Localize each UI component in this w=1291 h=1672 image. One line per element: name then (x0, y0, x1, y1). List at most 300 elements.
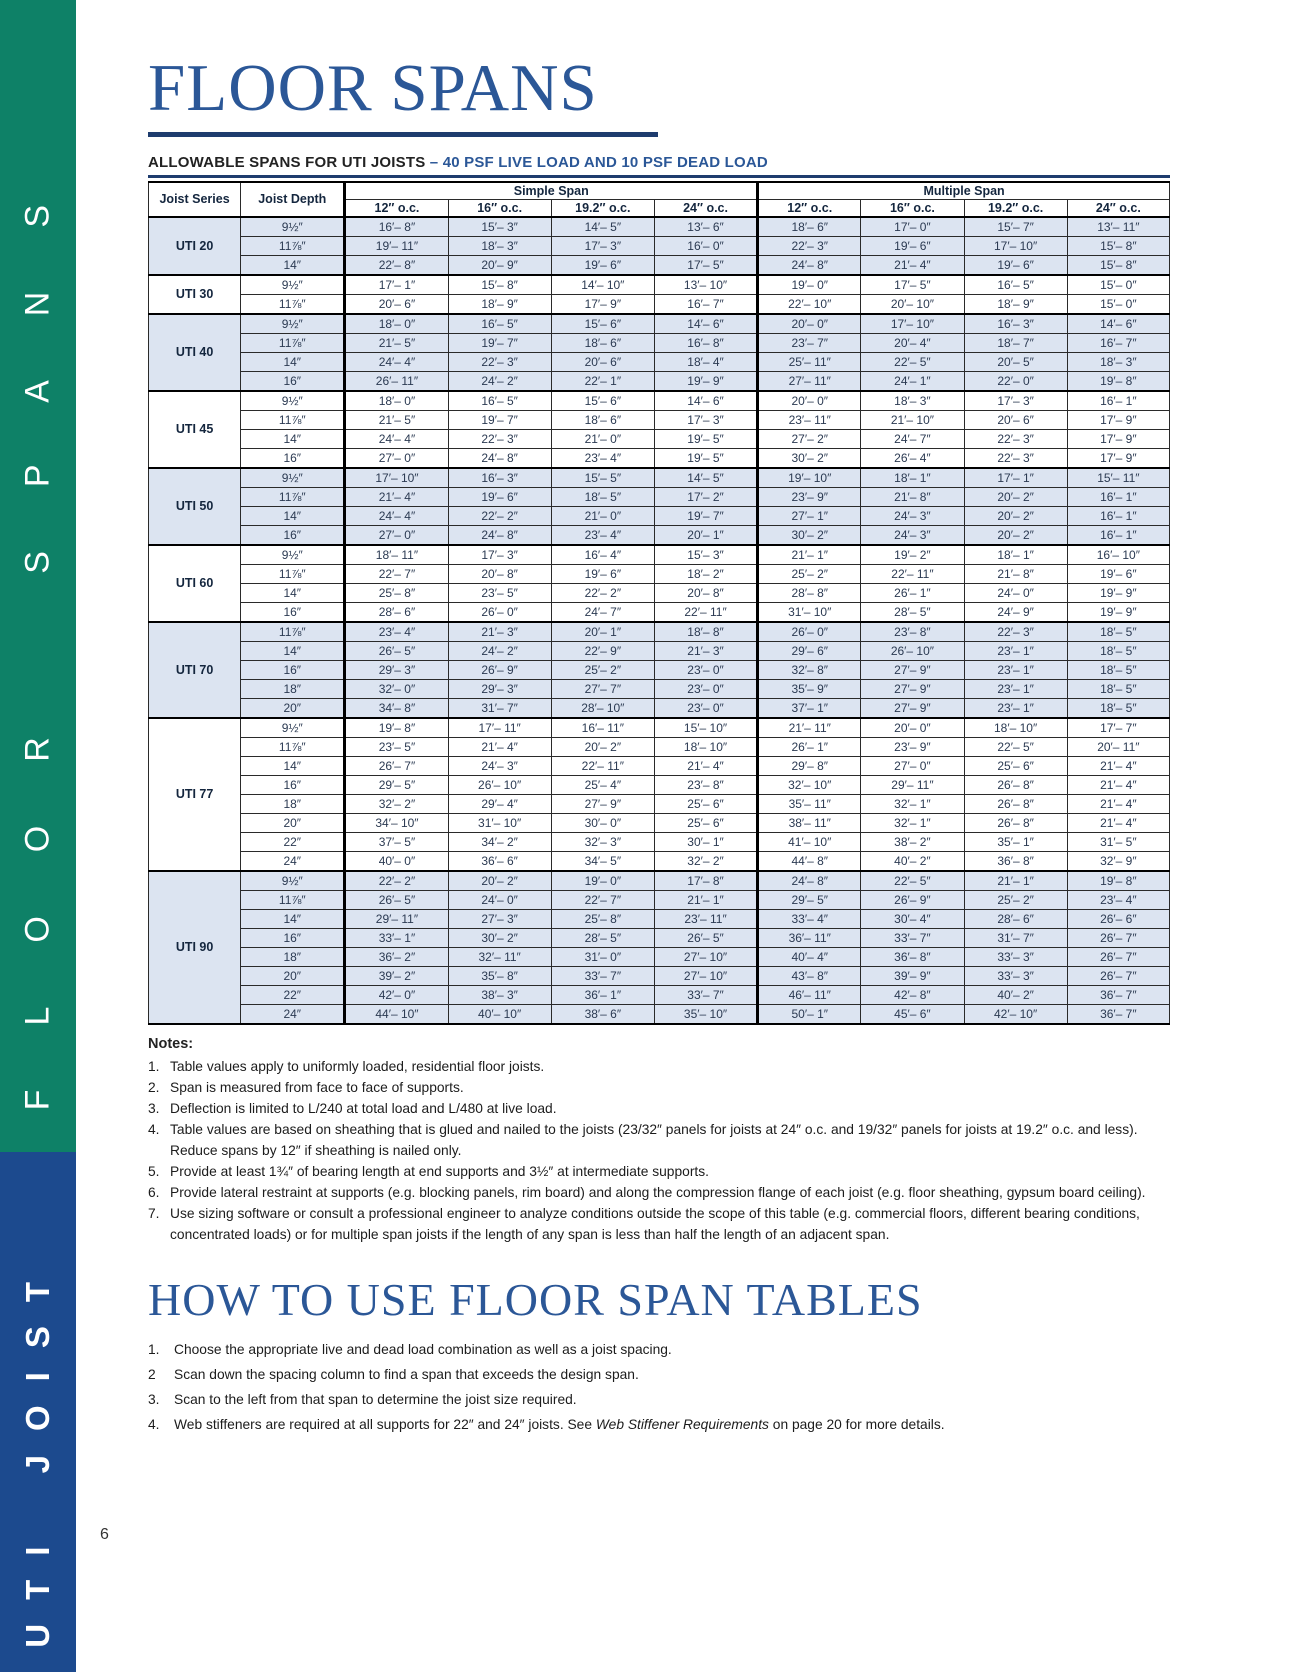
joist-depth-value: 24″ (241, 851, 345, 871)
span-value: 36′– 7″ (1067, 985, 1169, 1004)
span-value: 17′– 9″ (1067, 448, 1169, 468)
span-value: 17′– 10″ (861, 314, 964, 334)
notes-section (148, 1036, 1188, 1245)
span-value: 20′– 2″ (448, 871, 551, 891)
span-value: 36′– 7″ (1067, 1004, 1169, 1024)
span-value: 22′– 5″ (861, 871, 964, 891)
joist-depth-value: 16″ (241, 602, 345, 622)
span-value: 16′– 11″ (551, 718, 654, 738)
span-value: 30′– 2″ (758, 448, 861, 468)
col-header-spacing: 12″ o.c. (345, 199, 448, 217)
span-value: 25′– 8″ (345, 583, 448, 602)
italic-reference: Web Stiffener Requirements (595, 1417, 769, 1433)
joist-depth-value: 16″ (241, 775, 345, 794)
span-value: 26′– 4″ (861, 448, 964, 468)
span-value: 24′– 3″ (861, 506, 964, 525)
span-value: 20′– 2″ (964, 487, 1067, 506)
span-value: 18′– 10″ (964, 718, 1067, 738)
span-value: 14′– 10″ (551, 275, 654, 295)
span-value: 24′– 0″ (964, 583, 1067, 602)
span-value: 22′– 3″ (964, 622, 1067, 642)
span-value: 28′– 8″ (758, 583, 861, 602)
table-row (149, 756, 1170, 775)
span-value: 26′– 7″ (345, 756, 448, 775)
joist-depth-value: 9½″ (241, 391, 345, 411)
span-value: 19′– 6″ (964, 255, 1067, 275)
span-value: 40′– 0″ (345, 851, 448, 871)
table-caption-load-values: – 40 PSF LIVE LOAD AND 10 PSF DEAD LOAD (429, 153, 768, 171)
span-value: 26′– 7″ (1067, 947, 1169, 966)
table-caption (148, 154, 1180, 171)
span-value: 16′– 0″ (654, 236, 757, 255)
span-value: 21′– 1″ (654, 890, 757, 909)
span-value: 45′– 6″ (861, 1004, 964, 1024)
span-value: 20′– 6″ (551, 352, 654, 371)
span-value: 19′– 0″ (551, 871, 654, 891)
span-value: 17′– 5″ (654, 255, 757, 275)
span-value: 18′– 0″ (345, 391, 448, 411)
span-value: 21′– 4″ (1067, 756, 1169, 775)
joist-series-label: UTI 20 (149, 217, 241, 275)
span-value: 38′– 11″ (758, 813, 861, 832)
span-value: 30′– 1″ (654, 832, 757, 851)
caption-rule (148, 175, 1170, 178)
span-value: 18′– 8″ (654, 622, 757, 642)
span-value: 16′– 8″ (654, 333, 757, 352)
list-item-number: 5. (148, 1163, 160, 1179)
table-row (149, 909, 1170, 928)
span-value: 18′– 6″ (758, 217, 861, 237)
joist-depth-value: 22″ (241, 832, 345, 851)
page-title: FLOOR SPANS (148, 51, 598, 125)
span-value: 20′– 9″ (448, 255, 551, 275)
span-value: 31′– 0″ (551, 947, 654, 966)
span-value: 50′– 1″ (758, 1004, 861, 1024)
joist-depth-value: 9½″ (241, 468, 345, 488)
span-value: 19′– 7″ (448, 410, 551, 429)
list-item-number: 3. (148, 1100, 160, 1116)
span-value: 14′– 5″ (654, 468, 757, 488)
span-value: 22′– 0″ (964, 371, 1067, 391)
joist-depth-value: 20″ (241, 813, 345, 832)
joist-depth-value: 18″ (241, 679, 345, 698)
span-value: 26′– 10″ (861, 641, 964, 660)
table-row (149, 966, 1170, 985)
span-value: 22′– 9″ (551, 641, 654, 660)
span-value: 26′– 1″ (758, 737, 861, 756)
joist-depth-value: 11⅞″ (241, 236, 345, 255)
span-value: 22′– 2″ (448, 506, 551, 525)
span-value: 17′– 3″ (654, 410, 757, 429)
span-value: 24′– 8″ (448, 448, 551, 468)
span-value: 19′– 7″ (654, 506, 757, 525)
col-header-spacing: 16″ o.c. (448, 199, 551, 217)
span-value: 19′– 8″ (345, 718, 448, 738)
span-value: 27′– 9″ (551, 794, 654, 813)
note-item (148, 1056, 1188, 1077)
joist-series-label: UTI 30 (149, 275, 241, 314)
span-value: 17′– 2″ (654, 487, 757, 506)
span-value: 21′– 4″ (448, 737, 551, 756)
table-row (149, 679, 1170, 698)
col-group-multiple-span: Multiple Span (758, 182, 1170, 200)
span-value: 22′– 5″ (861, 352, 964, 371)
span-value: 24′– 2″ (448, 641, 551, 660)
span-value: 20′– 0″ (861, 718, 964, 738)
span-value: 26′– 0″ (758, 622, 861, 642)
span-value: 16′– 3″ (964, 314, 1067, 334)
joist-depth-value: 11⅞″ (241, 564, 345, 583)
span-value: 28′– 6″ (345, 602, 448, 622)
span-value: 23′– 8″ (861, 622, 964, 642)
joist-depth-value: 24″ (241, 1004, 345, 1024)
span-value: 15′– 8″ (448, 275, 551, 295)
span-value: 23′– 5″ (448, 583, 551, 602)
note-item (148, 1119, 1188, 1161)
span-value: 22′– 3″ (964, 448, 1067, 468)
span-value: 21′– 1″ (964, 871, 1067, 891)
span-value: 18′– 6″ (551, 410, 654, 429)
span-value: 29′– 8″ (758, 756, 861, 775)
joist-depth-value: 16″ (241, 525, 345, 545)
span-value: 27′– 7″ (551, 679, 654, 698)
span-value: 25′– 6″ (654, 794, 757, 813)
col-header-joist-depth: Joist Depth (241, 182, 345, 217)
span-value: 14′– 6″ (1067, 314, 1169, 334)
table-row (149, 410, 1170, 429)
span-value: 24′– 4″ (345, 429, 448, 448)
table-row (149, 871, 1170, 891)
span-value: 37′– 1″ (758, 698, 861, 718)
span-value: 14′– 6″ (654, 391, 757, 411)
joist-depth-value: 11⅞″ (241, 890, 345, 909)
span-value: 26′– 9″ (861, 890, 964, 909)
span-value: 46′– 11″ (758, 985, 861, 1004)
span-value: 20′– 0″ (758, 391, 861, 411)
span-value: 36′– 8″ (964, 851, 1067, 871)
span-value: 15′– 3″ (654, 545, 757, 565)
title-rule (148, 132, 658, 137)
col-header-spacing: 24″ o.c. (654, 199, 757, 217)
span-value: 16′– 1″ (1067, 487, 1169, 506)
list-item-number: 1. (148, 1342, 160, 1358)
span-value: 44′– 8″ (758, 851, 861, 871)
span-value: 25′– 8″ (551, 909, 654, 928)
span-value: 32′– 2″ (654, 851, 757, 871)
span-value: 24′– 9″ (964, 602, 1067, 622)
span-value: 18′– 7″ (964, 333, 1067, 352)
joist-depth-value: 9½″ (241, 545, 345, 565)
joist-series-label: UTI 40 (149, 314, 241, 391)
span-value: 31′– 7″ (448, 698, 551, 718)
span-value: 24′– 7″ (861, 429, 964, 448)
table-row (149, 255, 1170, 275)
span-value: 13′– 10″ (654, 275, 757, 295)
table-row (149, 371, 1170, 391)
span-value: 16′– 7″ (654, 294, 757, 314)
notes-list (148, 1056, 1188, 1245)
span-value: 27′– 10″ (654, 947, 757, 966)
span-value: 26′– 8″ (964, 775, 1067, 794)
list-item-number: 3. (148, 1392, 160, 1408)
span-value: 22′– 5″ (964, 737, 1067, 756)
col-header-spacing: 16″ o.c. (861, 199, 964, 217)
span-value: 18′– 5″ (1067, 641, 1169, 660)
span-value: 27′– 10″ (654, 966, 757, 985)
span-value: 25′– 11″ (758, 352, 861, 371)
span-value: 19′– 11″ (345, 236, 448, 255)
span-value: 28′– 6″ (964, 909, 1067, 928)
span-value: 26′– 5″ (345, 641, 448, 660)
span-value: 38′– 6″ (551, 1004, 654, 1024)
span-value: 15′– 0″ (1067, 275, 1169, 295)
span-value: 20′– 8″ (654, 583, 757, 602)
span-value: 21′– 5″ (345, 333, 448, 352)
span-value: 16′– 5″ (448, 314, 551, 334)
span-value: 32′– 11″ (448, 947, 551, 966)
span-value: 25′– 4″ (551, 775, 654, 794)
span-value: 29′– 5″ (345, 775, 448, 794)
span-value: 27′– 0″ (345, 448, 448, 468)
table-caption-load-intro: ALLOWABLE SPANS FOR UTI JOISTS (148, 153, 430, 171)
howto-item (148, 1364, 1188, 1385)
notes-heading: Notes: (148, 1035, 194, 1052)
span-value: 24′– 2″ (448, 371, 551, 391)
span-value: 17′– 5″ (861, 275, 964, 295)
span-value: 24′– 8″ (758, 871, 861, 891)
joist-depth-value: 14″ (241, 909, 345, 928)
sidebar-uti-joist-label: UTI JOIST (19, 1258, 56, 1648)
span-value: 22′– 3″ (448, 352, 551, 371)
table-row (149, 890, 1170, 909)
table-row (149, 985, 1170, 1004)
joist-series-label: UTI 90 (149, 871, 241, 1024)
span-value: 42′– 0″ (345, 985, 448, 1004)
span-value: 13′– 11″ (1067, 217, 1169, 237)
list-item-text: Choose the appropriate live and dead load combination as well as a joist spacing. (174, 1342, 672, 1358)
span-value: 20′– 10″ (861, 294, 964, 314)
table-row (149, 737, 1170, 756)
span-value: 29′– 11″ (861, 775, 964, 794)
span-value: 19′– 6″ (551, 564, 654, 583)
table-row (149, 352, 1170, 371)
span-value: 26′– 7″ (1067, 966, 1169, 985)
span-value: 44′– 10″ (345, 1004, 448, 1024)
span-value: 21′– 3″ (654, 641, 757, 660)
span-value: 17′– 0″ (861, 217, 964, 237)
table-row (149, 794, 1170, 813)
span-value: 42′– 8″ (861, 985, 964, 1004)
joist-depth-value: 11⅞″ (241, 294, 345, 314)
list-item-number: 4. (148, 1417, 160, 1433)
table-row (149, 506, 1170, 525)
span-value: 28′– 5″ (551, 928, 654, 947)
span-value: 16′– 5″ (964, 275, 1067, 295)
span-value: 18′– 1″ (964, 545, 1067, 565)
span-value: 24′– 3″ (448, 756, 551, 775)
list-item-number: 7. (148, 1205, 160, 1221)
span-value: 31′– 5″ (1067, 832, 1169, 851)
span-value: 18′– 6″ (551, 333, 654, 352)
span-value: 33′– 4″ (758, 909, 861, 928)
span-value: 15′– 0″ (1067, 294, 1169, 314)
span-value: 26′– 8″ (964, 813, 1067, 832)
span-value: 17′– 11″ (448, 718, 551, 738)
joist-depth-value: 14″ (241, 352, 345, 371)
span-value: 22′– 7″ (551, 890, 654, 909)
span-value: 32′– 1″ (861, 813, 964, 832)
joist-depth-value: 14″ (241, 429, 345, 448)
sidebar-floor-spans-label: FLOOR SPANS (18, 140, 57, 1110)
joist-depth-value: 11⅞″ (241, 410, 345, 429)
page-content (148, 52, 1180, 1439)
joist-depth-value: 22″ (241, 985, 345, 1004)
list-item-text: Provide lateral restraint at supports (e.g. blocking panels, rim board) and along the compression flange of each joist (e.g. floor sheathing, gypsum board ceiling). (170, 1184, 1146, 1200)
span-value: 15′– 3″ (448, 217, 551, 237)
span-value: 19′– 9″ (1067, 602, 1169, 622)
span-value: 19′– 10″ (758, 468, 861, 488)
joist-depth-value: 18″ (241, 794, 345, 813)
span-value: 27′– 9″ (861, 698, 964, 718)
span-value: 19′– 9″ (654, 371, 757, 391)
span-value: 19′– 6″ (1067, 564, 1169, 583)
span-value: 22′– 3″ (448, 429, 551, 448)
span-value: 19′– 8″ (1067, 371, 1169, 391)
col-group-simple-span: Simple Span (345, 182, 758, 200)
list-item-number: 2 (148, 1367, 156, 1383)
table-row (149, 602, 1170, 622)
span-value: 21′– 8″ (964, 564, 1067, 583)
span-value: 23′– 11″ (654, 909, 757, 928)
span-value: 34′– 5″ (551, 851, 654, 871)
span-value: 33′– 7″ (551, 966, 654, 985)
span-value: 16′– 8″ (345, 217, 448, 237)
span-value: 21′– 4″ (1067, 794, 1169, 813)
joist-depth-value: 9½″ (241, 217, 345, 237)
col-header-spacing: 19.2″ o.c. (551, 199, 654, 217)
howto-heading: HOW TO USE FLOOR SPAN TABLES (148, 1273, 923, 1325)
span-value: 16′– 1″ (1067, 391, 1169, 411)
joist-depth-value: 20″ (241, 966, 345, 985)
span-value: 32′– 10″ (758, 775, 861, 794)
span-value: 29′– 3″ (448, 679, 551, 698)
joist-depth-value: 14″ (241, 583, 345, 602)
span-value: 27′– 0″ (861, 756, 964, 775)
span-value: 18′– 9″ (448, 294, 551, 314)
span-value: 40′– 4″ (758, 947, 861, 966)
span-value: 32′– 8″ (758, 660, 861, 679)
joist-depth-value: 14″ (241, 641, 345, 660)
span-value: 17′– 1″ (964, 468, 1067, 488)
span-value: 16′– 4″ (551, 545, 654, 565)
span-value: 16′– 3″ (448, 468, 551, 488)
joist-depth-value: 14″ (241, 756, 345, 775)
span-value: 23′– 7″ (758, 333, 861, 352)
list-item-number: 2. (148, 1079, 160, 1095)
span-value: 40′– 10″ (448, 1004, 551, 1024)
span-value: 22′– 1″ (551, 371, 654, 391)
span-value: 33′– 7″ (861, 928, 964, 947)
span-value: 24′– 1″ (861, 371, 964, 391)
span-value: 20′– 1″ (551, 622, 654, 642)
span-value: 15′– 11″ (1067, 468, 1169, 488)
span-value: 29′– 11″ (345, 909, 448, 928)
span-value: 21′– 4″ (345, 487, 448, 506)
span-value: 23′– 4″ (1067, 890, 1169, 909)
table-row (149, 851, 1170, 871)
span-value: 38′– 3″ (448, 985, 551, 1004)
span-value: 36′– 11″ (758, 928, 861, 947)
joist-depth-value: 11⅞″ (241, 737, 345, 756)
span-value: 27′– 1″ (758, 506, 861, 525)
span-value: 32′– 2″ (345, 794, 448, 813)
span-value: 23′– 8″ (654, 775, 757, 794)
span-value: 26′– 11″ (345, 371, 448, 391)
span-value: 23′– 9″ (758, 487, 861, 506)
span-value: 14′– 6″ (654, 314, 757, 334)
span-value: 21′– 0″ (551, 429, 654, 448)
span-value: 35′– 11″ (758, 794, 861, 813)
span-value: 19′– 8″ (1067, 871, 1169, 891)
span-value: 33′– 3″ (964, 947, 1067, 966)
sidebar-uti-joist-band (0, 1152, 76, 1672)
span-value: 36′– 1″ (551, 985, 654, 1004)
table-row (149, 275, 1170, 295)
span-value: 26′– 9″ (448, 660, 551, 679)
span-value: 22′– 3″ (964, 429, 1067, 448)
span-value: 32′– 1″ (861, 794, 964, 813)
span-value: 22′– 8″ (345, 255, 448, 275)
span-value: 27′– 9″ (861, 679, 964, 698)
list-item-number: 6. (148, 1184, 160, 1200)
list-item-number: 4. (148, 1121, 160, 1137)
joist-series-label: UTI 77 (149, 718, 241, 871)
span-value: 18′– 3″ (1067, 352, 1169, 371)
list-item-text: Scan to the left from that span to determine the joist size required. (174, 1392, 577, 1408)
joist-depth-value: 9½″ (241, 275, 345, 295)
span-value: 30′– 2″ (448, 928, 551, 947)
table-row (149, 1004, 1170, 1024)
list-item-text: Web stiffeners are required at all supports for 22″ and 24″ joists. See Web Stiffener Requirements on page 20 for more details. (174, 1417, 945, 1433)
span-value: 25′– 2″ (964, 890, 1067, 909)
span-value: 24′– 0″ (448, 890, 551, 909)
span-value: 16′– 5″ (448, 391, 551, 411)
span-value: 27′– 2″ (758, 429, 861, 448)
span-value: 23′– 0″ (654, 660, 757, 679)
span-value: 35′– 1″ (964, 832, 1067, 851)
span-value: 17′– 9″ (1067, 429, 1169, 448)
span-value: 21′– 1″ (758, 545, 861, 565)
span-value: 23′– 11″ (758, 410, 861, 429)
span-value: 32′– 9″ (1067, 851, 1169, 871)
span-value: 34′– 2″ (448, 832, 551, 851)
span-value: 36′– 2″ (345, 947, 448, 966)
col-header-spacing: 24″ o.c. (1067, 199, 1169, 217)
span-value: 35′– 8″ (448, 966, 551, 985)
joist-series-label: UTI 50 (149, 468, 241, 545)
table-row (149, 391, 1170, 411)
span-value: 15′– 8″ (1067, 236, 1169, 255)
table-row (149, 813, 1170, 832)
span-value: 21′– 11″ (758, 718, 861, 738)
joist-depth-value: 16″ (241, 660, 345, 679)
span-value: 20′– 2″ (551, 737, 654, 756)
span-value: 41′– 10″ (758, 832, 861, 851)
span-value: 20′– 8″ (448, 564, 551, 583)
span-value: 23′– 0″ (654, 698, 757, 718)
note-item (148, 1161, 1188, 1182)
span-value: 21′– 4″ (1067, 775, 1169, 794)
